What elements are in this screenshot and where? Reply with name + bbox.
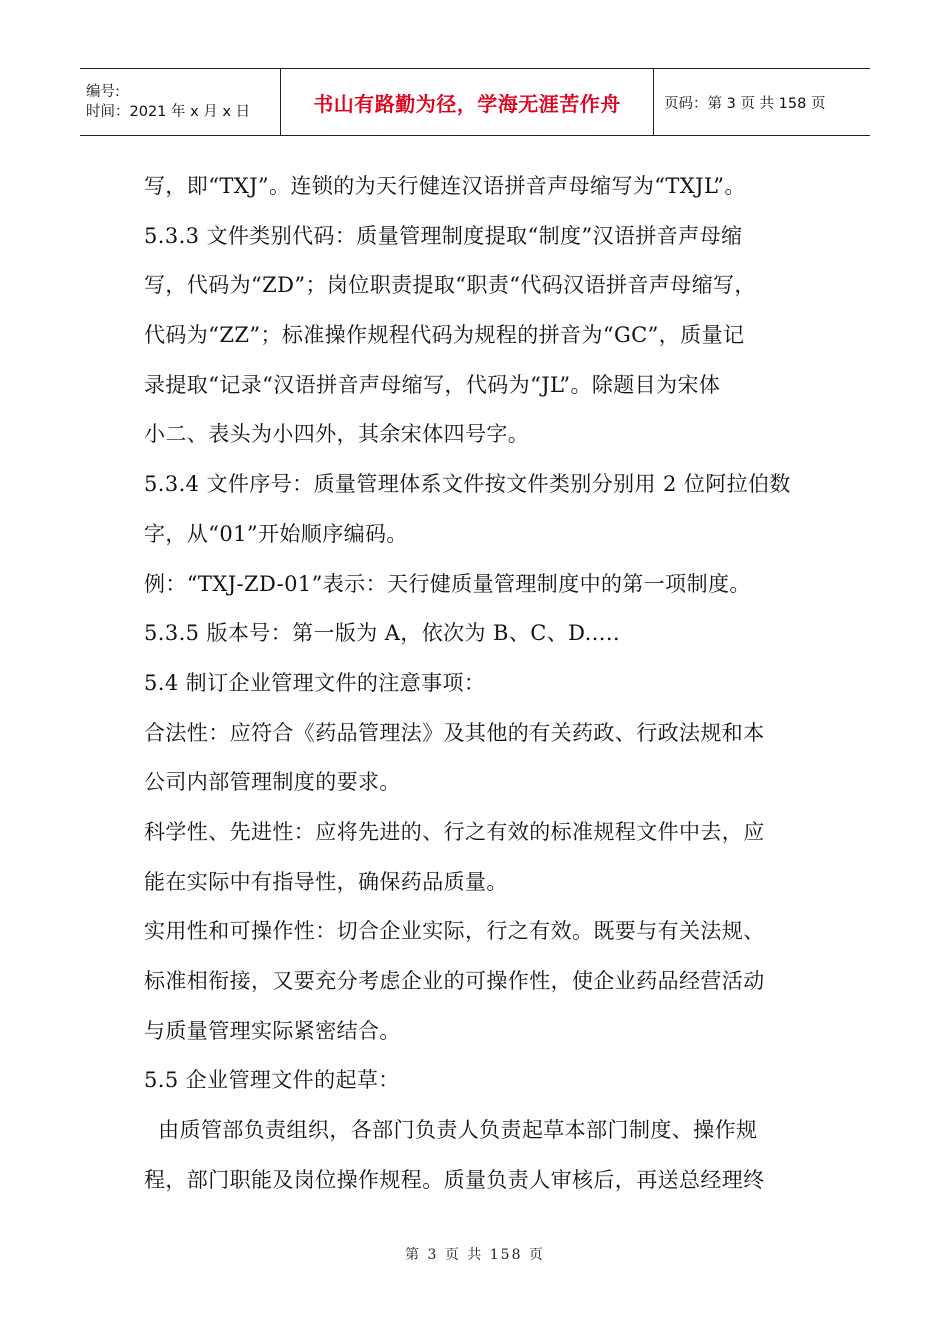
body-line: 5.4 制订企业管理文件的注意事项： (144, 670, 486, 695)
body-line: 字，从“01”开始顺序编码。 (144, 521, 408, 546)
page-header (80, 68, 870, 136)
header-page-info: 页码：第 3 页 共 158 页 (664, 95, 826, 112)
header-page-cell (654, 69, 870, 135)
body-line: 能在实际中有指导性，确保药品质量。 (144, 869, 508, 894)
body-line: 5.5 企业管理文件的起草： (144, 1068, 400, 1093)
body-line: 公司内部管理制度的要求。 (144, 770, 401, 795)
body-line: 5.3.4 文件序号：质量管理体系文件按文件类别分别用 2 位阿拉伯数 (144, 472, 791, 497)
body-line: 录提取“记录“汉语拼音声母缩写，代码为“JL”。除题目为宋体 (144, 372, 721, 397)
header-motto-cell (281, 69, 654, 135)
body-line: 小二、表头为小四外，其余宋体四号字。 (144, 422, 530, 447)
document-number-label: 编号: (86, 84, 120, 100)
body-line: 与质量管理实际紧密结合。 (144, 1018, 401, 1043)
body-line: 程，部门职能及岗位操作规程。质量负责人审核后，再送总经理终 (144, 1167, 765, 1192)
body-line: 代码为“ZZ”；标准操作规程代码为规程的拼音为“GC”，质量记 (144, 323, 745, 348)
body-line: 写，即“TXJ”。连锁的为天行健连汉语拼音声母缩写为“TXJL”。 (144, 174, 746, 198)
body-line: 由质管部负责组织，各部门负责人负责起草本部门制度、操作规 (144, 1118, 758, 1143)
body-line: 实用性和可操作性：切合企业实际，行之有效。既要与有关法规、 (144, 919, 765, 944)
body-line: 科学性、先进性：应将先进的、行之有效的标准规程文件中去，应 (144, 819, 765, 844)
document-date: 时间：2021 年 x 月 x 日 (86, 104, 251, 120)
header-meta (80, 69, 281, 135)
document-body (144, 162, 824, 1205)
body-line: 例：“TXJ-ZD-01”表示：天行健质量管理制度中的第一项制度。 (144, 571, 751, 596)
footer-page-number: 第 3 页 共 158 页 (405, 1247, 545, 1263)
body-line: 5.3.3 文件类别代码：质量管理制度提取“制度”汉语拼音声母缩 (144, 223, 743, 248)
body-line: 标准相衔接，又要充分考虑企业的可操作性，使企业药品经营活动 (144, 969, 765, 993)
body-line: 写，代码为“ZD”；岗位职责提取“职责“代码汉语拼音声母缩写， (144, 273, 756, 298)
header-motto: 书山有路勤为径，学海无涯苦作舟 (313, 91, 621, 116)
page-footer (0, 1244, 950, 1264)
body-line: 合法性：应符合《药品管理法》及其他的有关药政、行政法规和本 (144, 720, 765, 745)
body-line: 5.3.5 版本号：第一版为 A，依次为 B、C、D..... (144, 621, 620, 646)
